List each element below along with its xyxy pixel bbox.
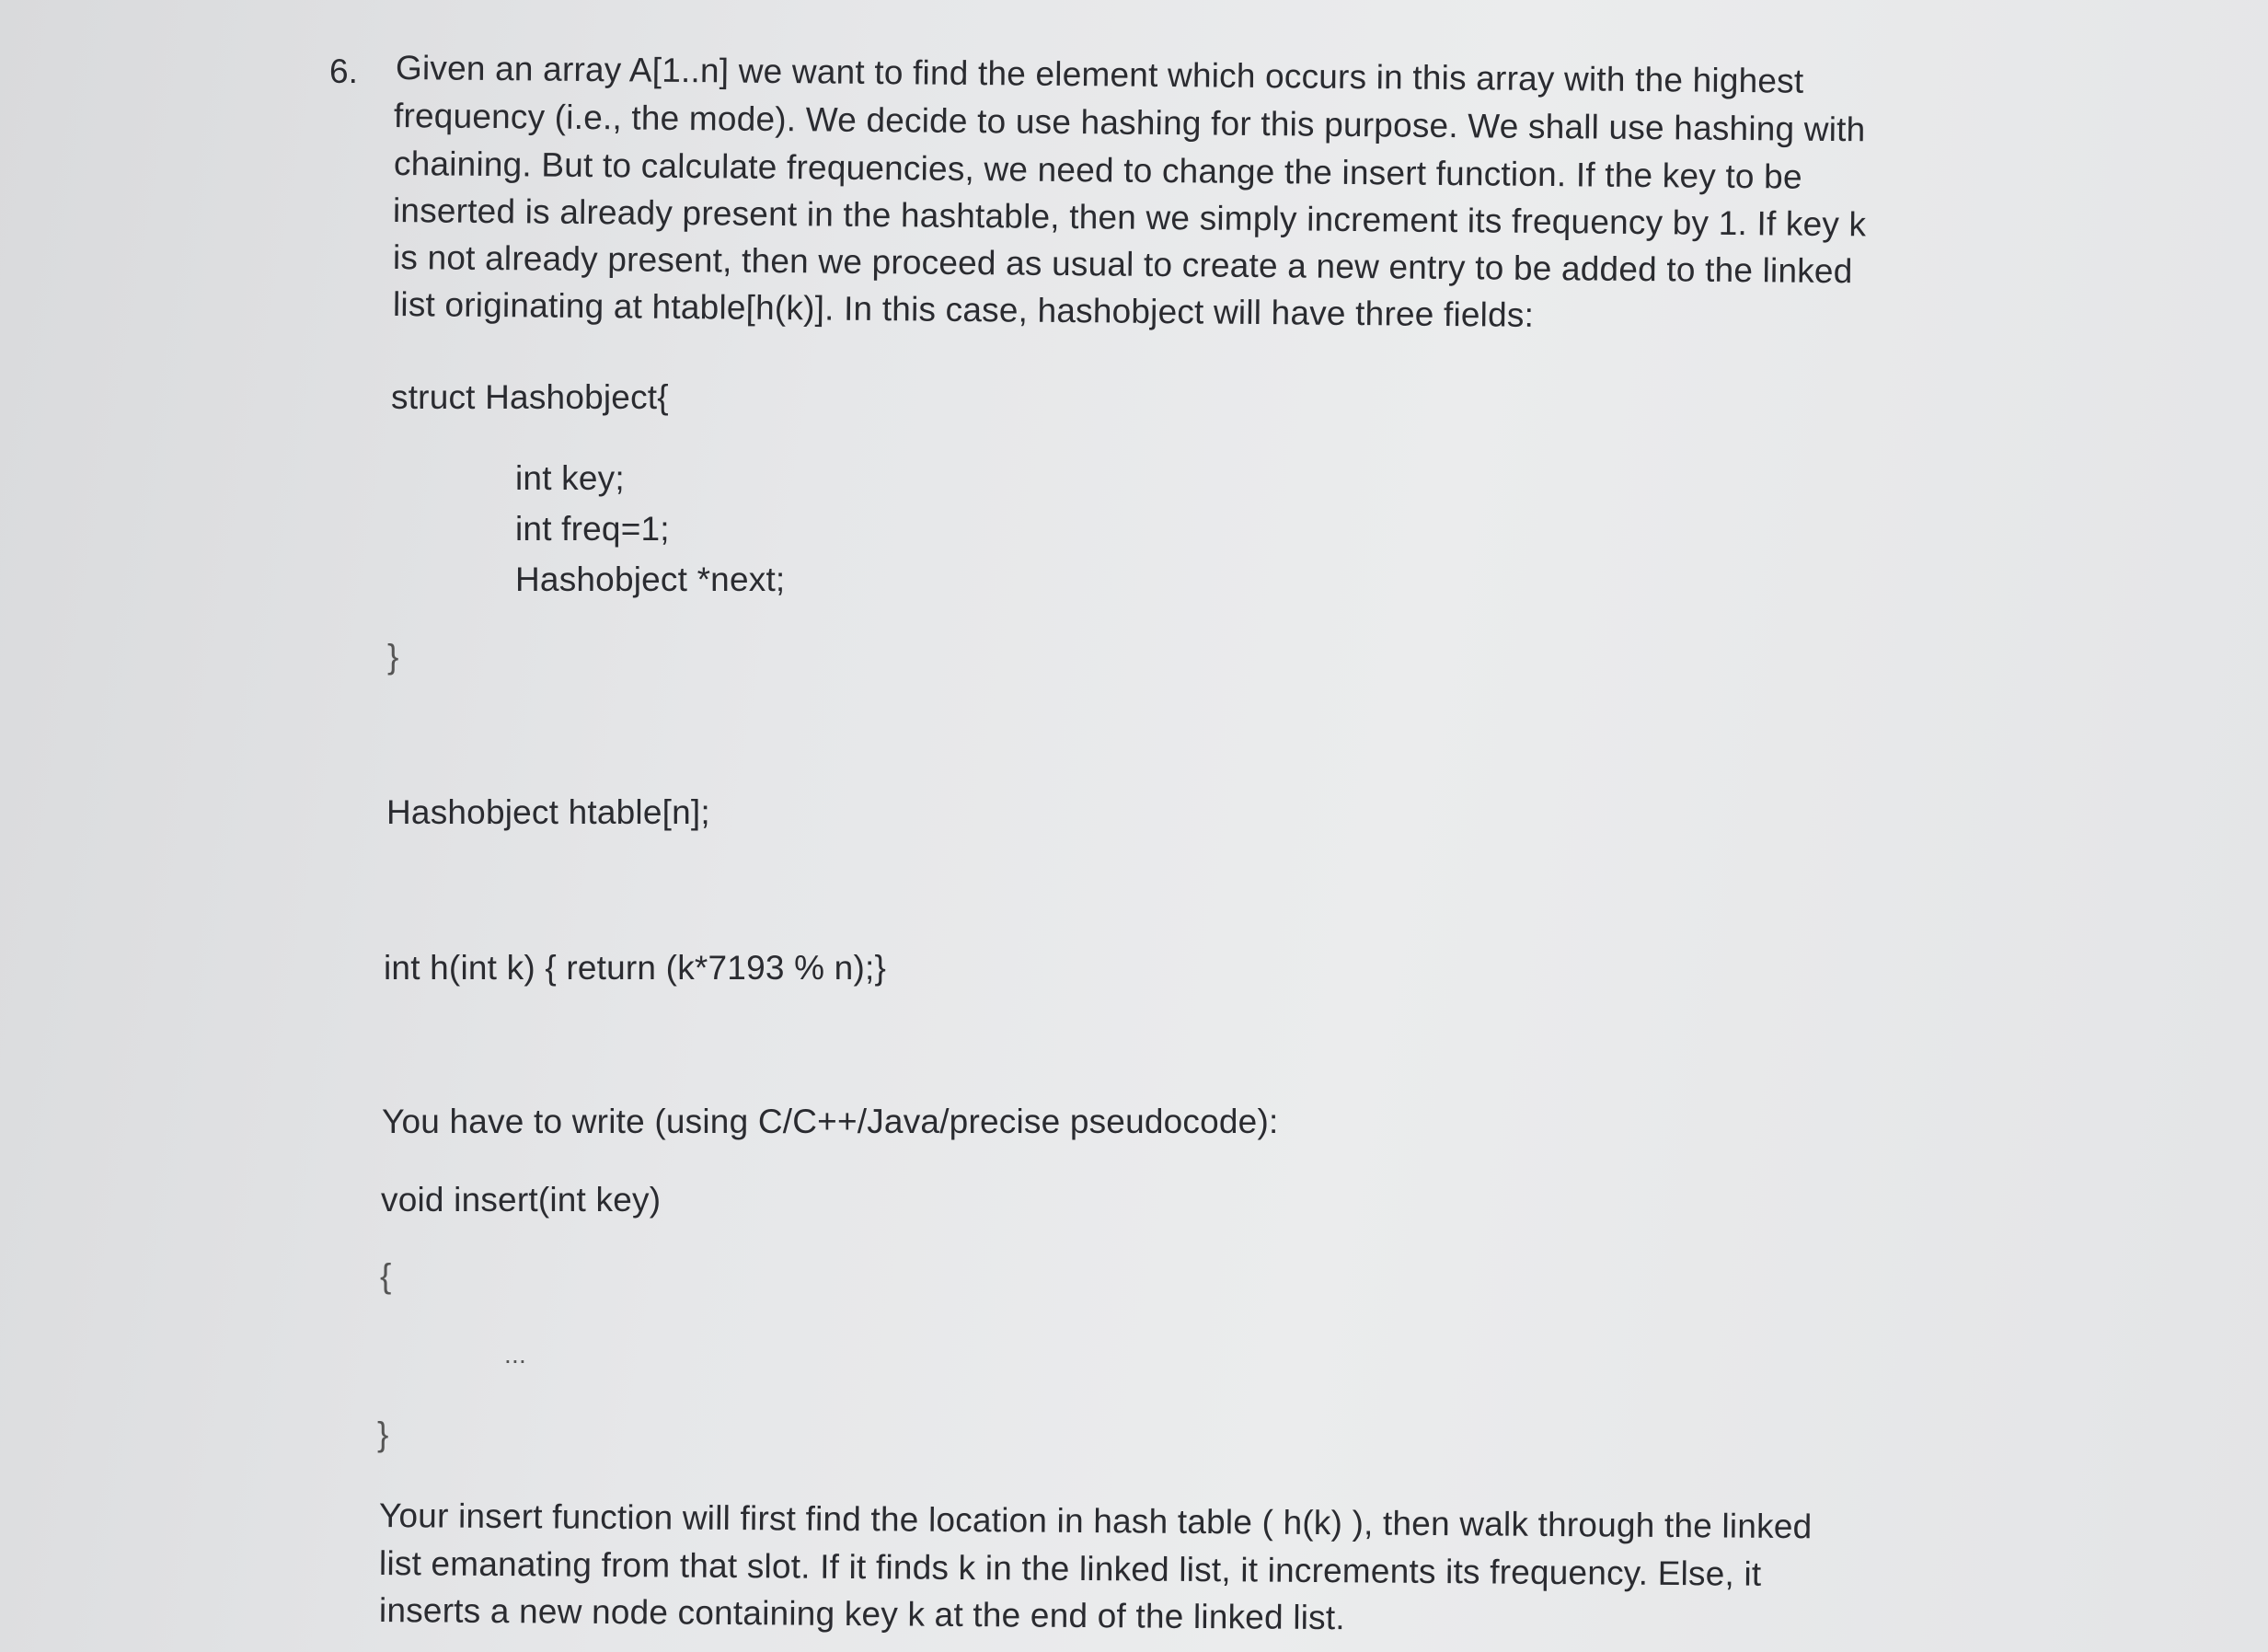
explanation-line-1: Your insert function will first find the location in hash table ( h(k) ), then walk through the linked [378, 1496, 1813, 1546]
struct-field-freq: int freq=1; [515, 510, 670, 548]
hash-function: int h(int k) { return (k*7193 % n);} [384, 949, 887, 987]
insert-open-brace: { [380, 1257, 392, 1295]
insert-close-brace: } [377, 1415, 389, 1453]
intro-line-3: chaining. But to calculate frequencies, we need to change the insert function. If the key to be [393, 144, 1802, 196]
explanation-line-2: list emanating from that slot. If it finds k in the linked list, it increments its frequency. Else, it [378, 1544, 1762, 1593]
explanation-line-3: inserts a new node containing key k at the end of the linked list. [378, 1591, 1345, 1637]
intro-line-2: frequency (i.e., the mode). We decide to use hashing for this purpose. We shall use hashing with [393, 97, 1866, 149]
htable-declaration: Hashobject htable[n]; [386, 793, 710, 831]
intro-line-5: is not already present, then we proceed as usual to create a new entry to be added to the linked [392, 238, 1853, 291]
intro-line-6: list originating at htable[h(k)]. In this case, hashobject will have three fields: [392, 285, 1535, 334]
struct-header: struct Hashobject{ [391, 378, 669, 416]
insert-signature: void insert(int key) [381, 1181, 662, 1219]
task-prompt: You have to write (using C/C++/Java/precise pseudocode): [382, 1103, 1279, 1140]
insert-body-ellipsis: ... [504, 1340, 526, 1369]
struct-field-next: Hashobject *next; [515, 560, 786, 598]
intro-line-4: inserted is already present in the hashtable, then we simply increment its frequency by 1. If key k [392, 191, 1867, 244]
struct-close-brace: } [387, 638, 399, 676]
question-number: 6. [329, 52, 358, 90]
intro-line-1: Given an array A[1..n] we want to find the element which occurs in this array with the highest [395, 49, 1804, 100]
struct-field-key: int key; [515, 459, 625, 497]
